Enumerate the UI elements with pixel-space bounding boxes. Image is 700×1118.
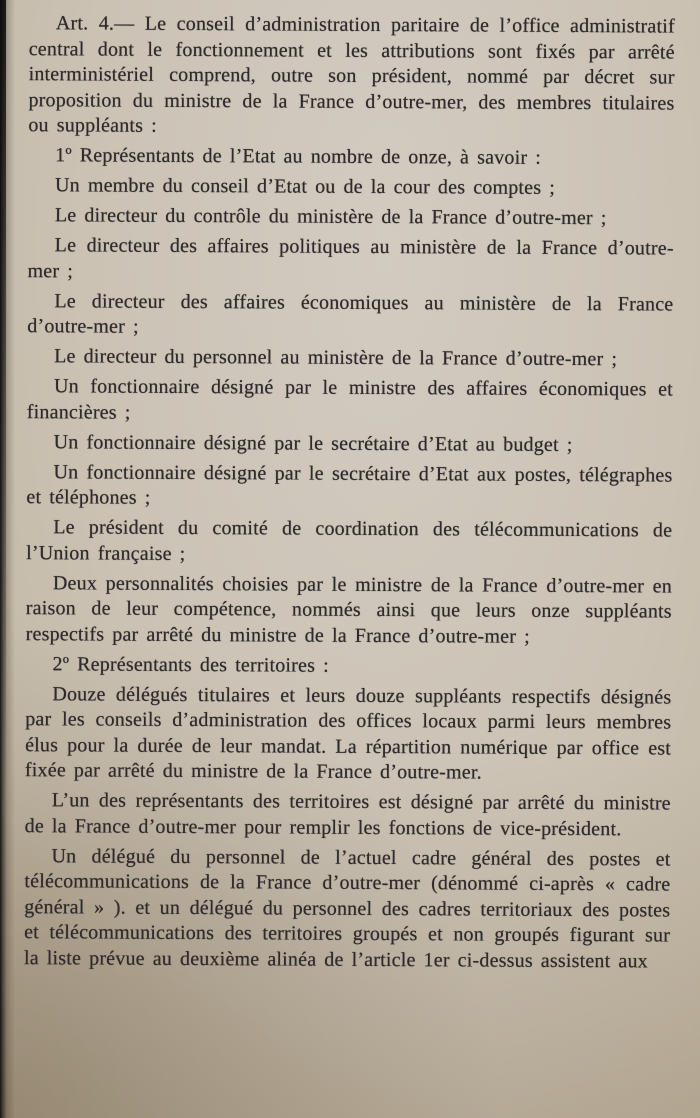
heading-item-2-representants-territoires: 2º Représentants des territoires : — [52, 652, 329, 677]
item-directeur-personnel: Le directeur du personnel au ministère de la France d’outre-mer ; — [54, 345, 618, 371]
paragraph-douze-delegues: Douze délégués titulaires et leurs douze suppléants respectifs désignés par les conseils d’administration des offices locaux parmi leurs membres élus pour la durée de leur mandat. La répartition numérique par office est fixée par arrêté du ministre de la France d’outre-mer. — [24, 682, 672, 784]
item-fonctionnaire-budget: Un fonctionnaire désigné par le secrétaire d’Etat au budget ; — [53, 430, 573, 456]
item-directeur-affaires-politiques: Le directeur des affaires politiques au ministère de la France d’outre-mer ; — [27, 234, 674, 282]
paragraph-article-4-intro: Art. 4.— Le conseil d’administration paritaire de l’office administratif central dont le fonctionnement et les attributions sont fixés par arrêté interministériel comprend, outre son président, nommé par décret sur proposition du ministre de la France d’outre-mer, des membres titulaires ou suppléants : — [28, 12, 675, 137]
item-president-comite-telecom: Le président du comité de coordination des télécommunications de l’Union française ; — [26, 516, 673, 565]
item-deux-personnalites: Deux personnalités choisies par le ministre de la France d’outre-mer en raison de leur compétence, nommés ainsi que leurs onze suppléants respectifs par arrêté du ministre de la France d’outre-mer ; — [25, 571, 672, 648]
item-membre-conseil-etat: Un membre du conseil d’Etat ou de la cour des comptes ; — [54, 174, 556, 199]
item-fonctionnaire-postes: Un fonctionnaire désigné par le secrétaire d’Etat aux postes, télégraphes et téléphones ; — [26, 460, 673, 509]
paragraph-delegue-personnel: Un délégué du personnel de l’actuel cadre général des postes et télécommunications de la France d’outre-mer (dénommé ci-après « cadre général » ). et un délégué du personnel des cadres territoriaux des postes et télécommunications des territoires groupés et non groupés figurant sur la liste prévue au deuxième alinéa de l’article 1er ci-dessus assistent aux — [23, 844, 671, 972]
heading-item-1-representants-etat: 1º Représentants de l’Etat au nombre de onze, à savoir : — [55, 144, 542, 169]
paragraph-vice-president: L’un des représentants des territoires est désigné par arrêté du ministre de la France d’outre-mer pour remplir les fonctions de vice-président. — [24, 789, 671, 840]
item-directeur-controle: Le directeur du contrôle du ministère de la France d’outre-mer ; — [54, 204, 607, 230]
item-directeur-affaires-economiques: Le directeur des affaires économiques au ministère de la France d’outre-mer ; — [27, 289, 674, 338]
item-fonctionnaire-affaires-economiques: Un fonctionnaire désigné par le ministre des affaires économiques et financières ; — [26, 375, 674, 424]
